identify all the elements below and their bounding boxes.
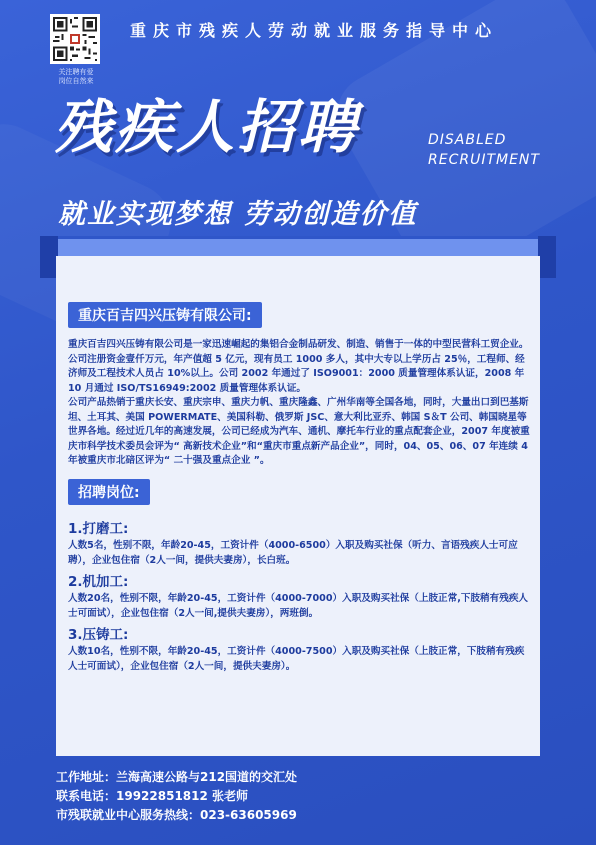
contact-phone: 联系电话：19922851812 张老师	[56, 789, 249, 803]
hero-english-line1: DISABLED	[428, 132, 507, 148]
slogan: 就业实现梦想 劳动创造价值	[58, 199, 418, 230]
qr-code	[50, 14, 100, 64]
job-item	[68, 521, 530, 568]
company-intro: 公司产品热销于重庆长安、重庆宗申、重庆力帆、重庆隆鑫、广州华南等全国各地，同时，大量出口到巴基斯坦、土耳其、美国 POWERMATE、美国科勒、俄罗斯 JSC、意大利比亚乔、韩国 S＆T 公司、韩国晓星等世界各地。经过近几年的高速发展，公司已经成为汽车、通机、摩托车行业的重点配套企业，2007 年度被重庆市科学技术委员会评为“ 高新技术企业”和“重庆市重点新产品企业”，同时，04、05、06、07 年连续 4 年被重庆市北碚区评为“ 二十强及重点企业 ”。	[68, 397, 530, 466]
qr-caption-line: 关注聘有爱	[58, 68, 94, 76]
qr-caption	[46, 68, 106, 86]
job-title: 3.压铸工:	[68, 626, 129, 643]
hero-english-line2: RECRUITMENT	[428, 152, 540, 168]
company-intro: 重庆百吉四兴压铸有限公司是一家迅速崛起的集铝合金制品研发、制造、销售于一体的中型民营科工贸企业。公司注册资金壹仟万元，年产值超 5 亿元，现有员工 1000 多人，其中大专以上学历占 25％，工程师、经济师及工程技术人员占 10%以上。公司 2002 年通过了 ISO9001：2000 质量管理体系认证，2008 年 10 月通过 ISO/TS16949:2002 质量管理体系认证。	[68, 339, 529, 394]
work-address: 工作地址：兰海高速公路与212国道的交汇处	[56, 770, 298, 784]
job-item	[68, 627, 530, 674]
qr-caption-line: 岗位自然来	[58, 77, 94, 85]
job-description: 人数20名，性别不限，年龄20-45，工资计件（4000-7000）入职及购买社保（上肢正常,下肢稍有残疾人士可面试），企业包住宿（2人一间,提供夫妻房），两班倒。	[68, 592, 529, 619]
organization-title: 重庆市残疾人劳动就业服务指导中心	[130, 21, 499, 40]
job-description: 人数10名，性别不限，年龄20-45，工资计件（4000-7500）入职及购买社保（上肢正常，下肢稍有残疾人士可面试），企业包住宿（2人一间，提供夫妻房）。	[68, 645, 525, 672]
content-card	[56, 256, 540, 756]
job-title: 2.机加工:	[68, 573, 129, 590]
job-title: 1.打磨工:	[68, 520, 129, 537]
contact-info	[56, 768, 297, 825]
qr-code-icon	[53, 17, 97, 61]
service-hotline: 市残联就业中心服务热线：023-63605969	[56, 808, 297, 822]
hero-title: 残疾人招聘	[54, 93, 360, 161]
job-item	[68, 574, 530, 621]
recruit-header: 招聘岗位:	[68, 479, 150, 505]
company-name-header: 重庆百吉四兴压铸有限公司:	[68, 302, 262, 328]
hero-english	[428, 130, 540, 170]
job-description: 人数5名，性别不限，年龄20-45，工资计件（4000-6500）入职及购买社保（听力、言语残疾人士可应聘），企业包住宿（2人一间，提供夫妻房），长白班。	[68, 539, 518, 566]
